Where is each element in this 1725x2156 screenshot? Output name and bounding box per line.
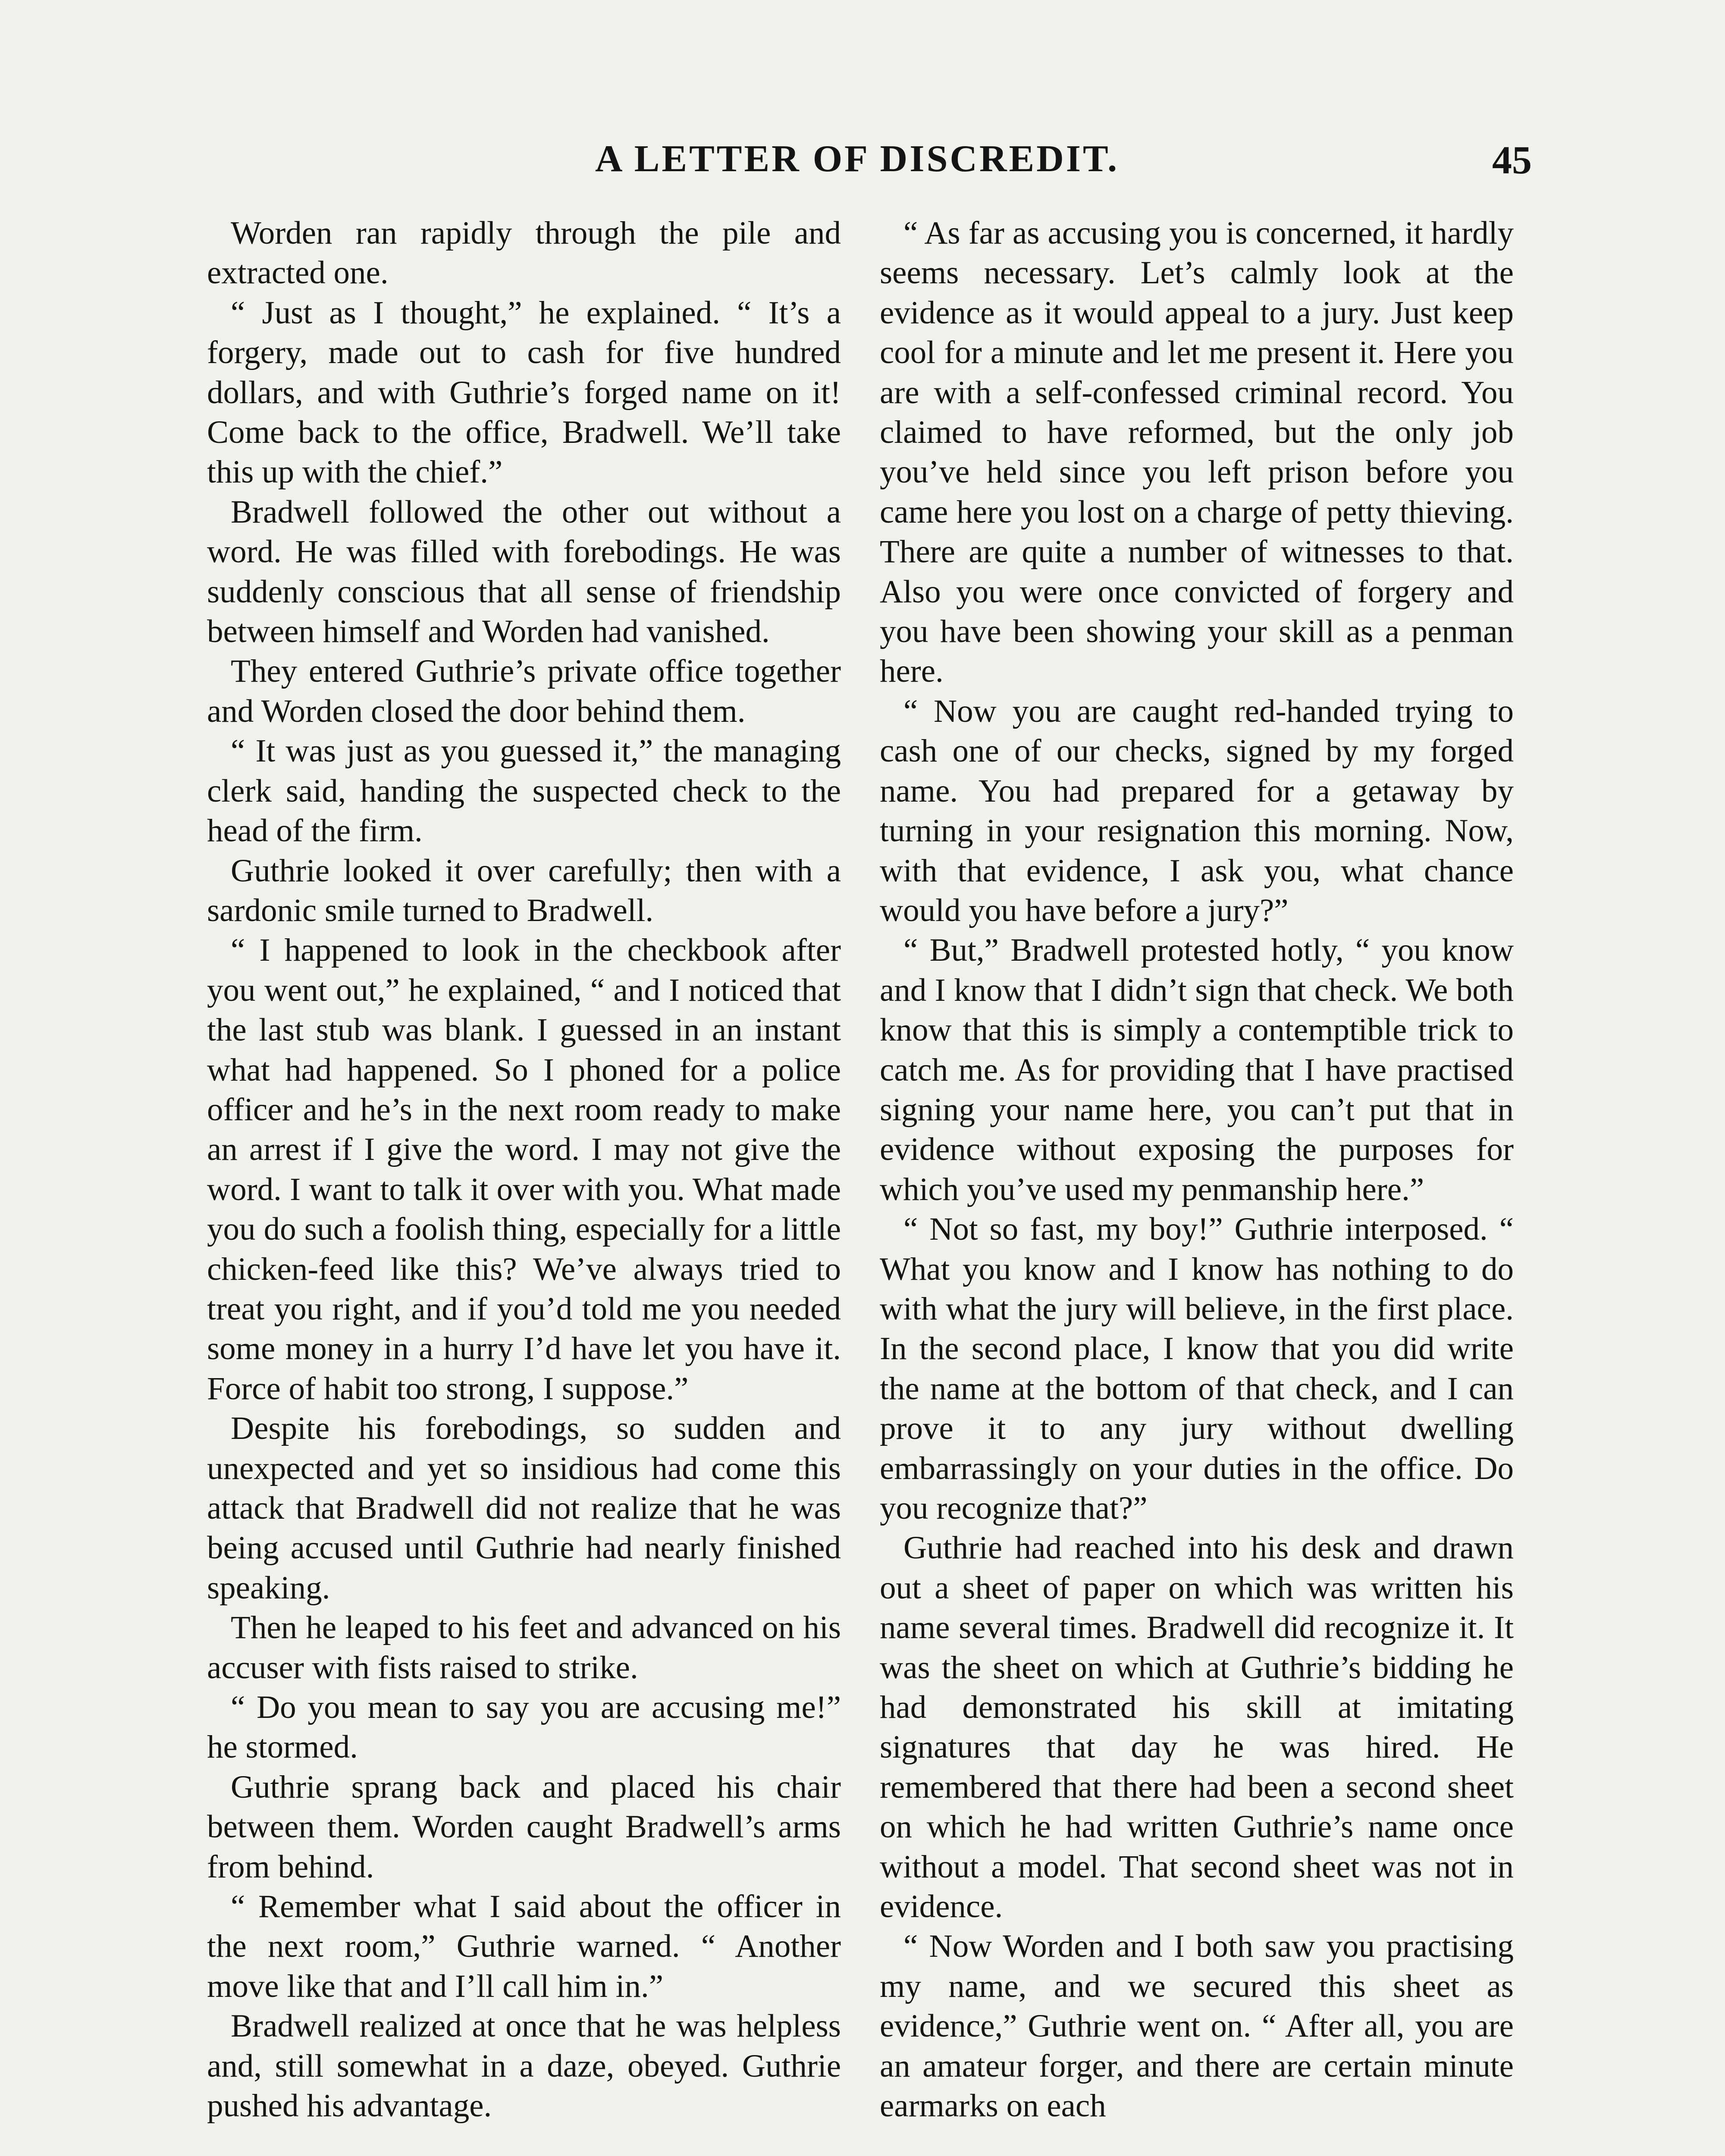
paragraph: Bradwell followed the other out without a word. He was filled with forebodings. He was suddenly conscious that all sense of friendship between himself and Worden had vanished. bbox=[207, 494, 841, 650]
paragraph: Bradwell realized at once that he was helpless and, still somewhat in a daze, obeyed. Guthrie pushed his advantage. bbox=[207, 2008, 841, 2124]
paragraph: “ Remember what I said about the officer in the next room,” Guthrie warned. “ Another move like that and I’ll call him in.” bbox=[207, 1889, 841, 2004]
paragraph: “ But,” Bradwell protested hotly, “ you know and I know that I didn’t sign that check. We both know that this is simply a contemptible trick to catch me. As for providing that I have practised signing your name here, you can’t put that in evidence without exposing the purposes for which you’ve used my penmanship here.” bbox=[880, 932, 1514, 1207]
paragraph: They entered Guthrie’s private office together and Worden closed the door behind them. bbox=[207, 653, 841, 729]
paragraph: “ It was just as you guessed it,” the managing clerk said, handing the suspected check to the head of the firm. bbox=[207, 733, 841, 849]
paragraph: “ Do you mean to say you are accusing me!” he stormed. bbox=[207, 1689, 841, 1765]
paragraph: “ Just as I thought,” he explained. “ It’s a forgery, made out to cash for five hundred dollars, and with Guthrie’s forged name on it! Come back to the office, Bradwell. We’ll take this up with the chief.” bbox=[207, 295, 841, 490]
paragraph: “ As far as accusing you is concerned, it hardly seems necessary. Let’s calmly look at the evidence as it would appeal to a jury. Just keep cool for a minute and let me present it. Here you are with a self-confessed criminal record. You claimed to have reformed, but the only job you’ve held since you left prison before you came here you lost on a charge of petty thieving. There are quite a number of witnesses to that. Also you were once convicted of forgery and you have been showing your skill as a penman here. bbox=[880, 215, 1514, 689]
paragraph: “ I happened to look in the checkbook after you went out,” he explained, “ and I noticed that the last stub was blank. I guessed in an instant what had happened. So I phoned for a police officer and he’s in the next room ready to make an arrest if I give the word. I may not give the word. I want to talk it over with you. What made you do such a foolish thing, especially for a little chicken-feed like this? We’ve always tried to treat you right, and if you’d told me you needed some money in a hurry I’d have let you have it. Force of habit too strong, I suppose.” bbox=[207, 932, 841, 1407]
text-column-right bbox=[880, 213, 1514, 2126]
paragraph: Guthrie had reached into his desk and drawn out a sheet of paper on which was written his name several times. Bradwell did recognize it. It was the sheet on which at Guthrie’s bidding he had demonstrated his skill at imitating signatures that day he was hired. He remembered that there had been a second sheet on which he had written Guthrie’s name once without a model. That second sheet was not in evidence. bbox=[880, 1530, 1514, 1925]
paragraph: Worden ran rapidly through the pile and extracted one. bbox=[207, 215, 841, 291]
text-column-left bbox=[207, 213, 841, 2126]
paragraph: “ Now Worden and I both saw you practising my name, and we secured this sheet as evidence,” Guthrie went on. “ After all, you are an amateur forger, and there are certain minute earmarks on each bbox=[880, 1928, 1514, 2124]
paragraph: Despite his forebodings, so sudden and unexpected and yet so insidious had come this attack that Bradwell did not realize that he was being accused until Guthrie had nearly finished speaking. bbox=[207, 1410, 841, 1606]
paragraph: “ Now you are caught red-handed trying to cash one of our checks, signed by my forged name. You had prepared for a getaway by turning in your resignation this morning. Now, with that evidence, I ask you, what chance would you have before a jury?” bbox=[880, 693, 1514, 928]
page-number: 45 bbox=[1492, 138, 1532, 182]
paragraph: Guthrie sprang back and placed his chair between them. Worden caught Bradwell’s arms from behind. bbox=[207, 1769, 841, 1885]
paragraph: “ Not so fast, my boy!” Guthrie interposed. “ What you know and I know has nothing to do with what the jury will believe, in the first place. In the second place, I know that you did write the name at the bottom of that check, and I can prove it to any jury without dwelling embarrassingly on your duties in the office. Do you recognize that?” bbox=[880, 1211, 1514, 1526]
paragraph: Then he leaped to his feet and advanced on his accuser with fists raised to strike. bbox=[207, 1610, 841, 1686]
running-head-title: A LETTER OF DISCREDIT. bbox=[595, 138, 1120, 180]
paragraph: Guthrie looked it over carefully; then with a sardonic smile turned to Bradwell. bbox=[207, 852, 841, 928]
